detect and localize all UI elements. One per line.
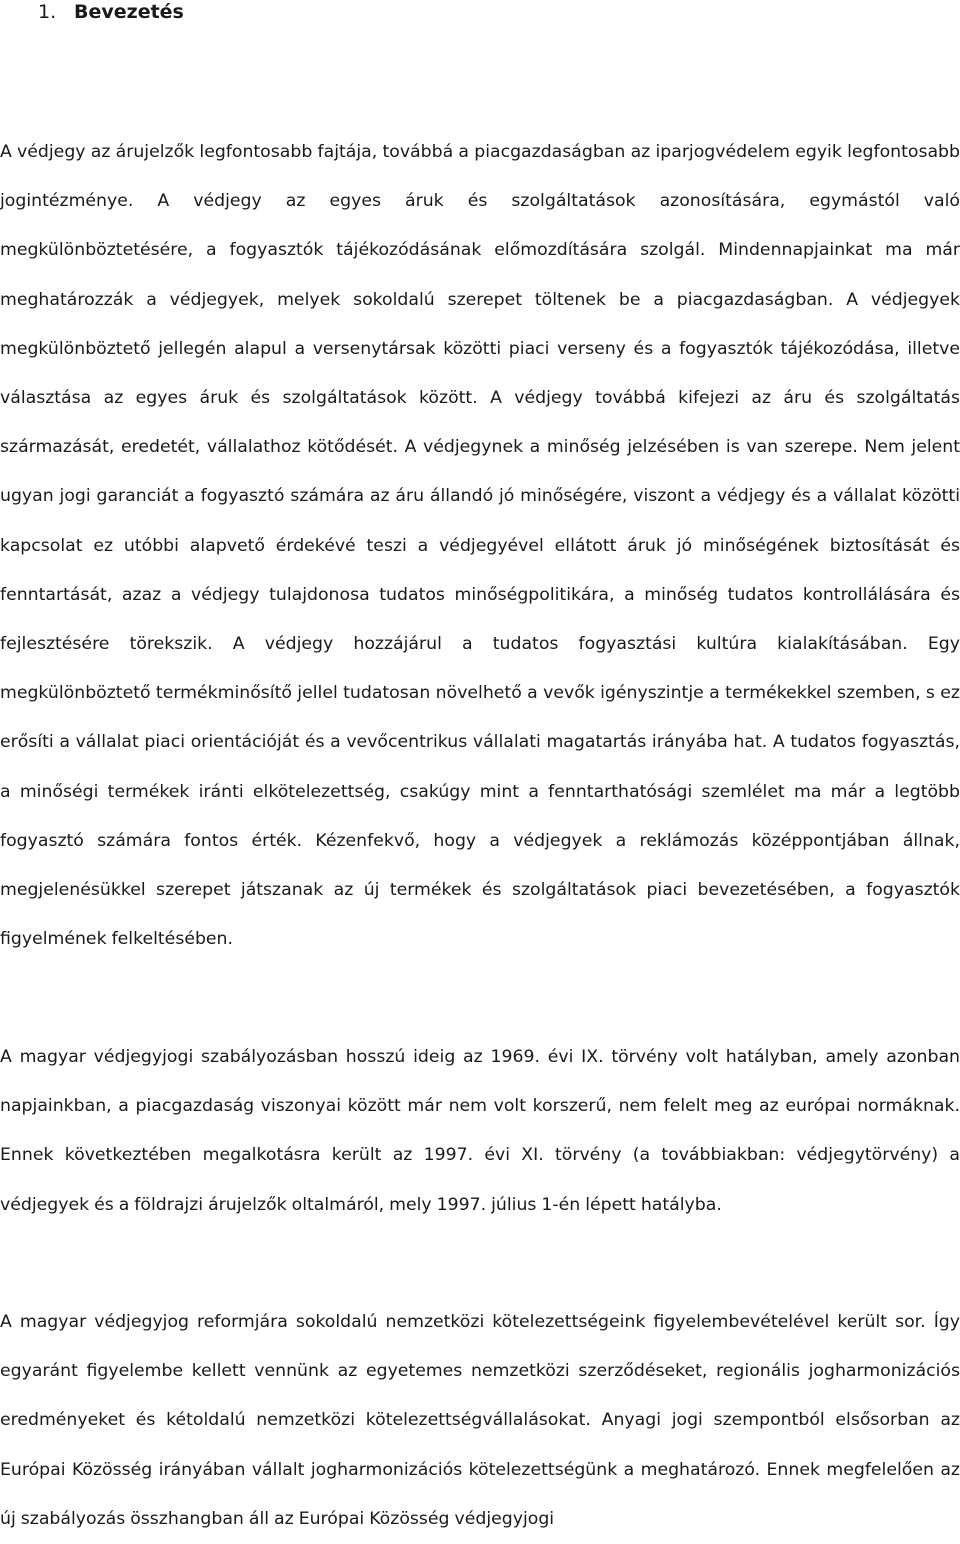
paragraph-intro: A védjegy az árujelzők legfontosabb fajtája, továbbá a piacgazdaságban az iparjogvédelem egyik legfontosabb jogintézménye. A védjegy az egyes áruk és szolgáltatások azonosítására, egymástól való megkülönböztetésére, a fogyasztók tájékozódásának előmozdítására szolgál. Mindennapjainkat ma már meghatározzák a védjegyek, melyek sokoldalú szerepet töltenek be a piacgazdaságban. A védjegyek megkülönböztető jellegén alapul a versenytársak közötti piaci verseny és a fogyasztók tájékozódása, illetve választása az egyes áruk és szolgáltatások között. A védjegy továbbá kifejezi az áru és szolgáltatás származását, eredetét, vállalathoz kötődését. A védjegynek a minőség jelzésében is van szerepe. Nem jelent ugyan jogi garanciát a fogyasztó számára az áru állandó jó minőségére, viszont a védjegy és a vállalat közötti kapcsolat ez utóbbi alapvető érdekévé teszi a védjegyével ellátott áruk jó minőségének biztosítását és fenntartását, azaz a védjegy tulajdonosa tudatos minőségpolitikára, a minőség tudatos kontrollálására és fejlesztésére törekszik. A védjegy hozzájárul a tudatos fogyasztási kultúra kialakításában. Egy megkülönböztető termékminősítő jellel tudatosan növelhető a vevők igényszintje a termékekkel szemben, s ez erősíti a vállalat piaci orientációját és a vevőcentrikus vállalati magatartás irányába hat. A tudatos fogyasztás, a minőségi termékek iránti elkötelezettség, csakúgy mint a fenntarthatósági szemlélet ma már a legtöbb fogyasztó számára fontos érték. Kézenfekvő, hogy a védjegyek a reklámozás középpontjában állnak, megjelenésükkel szerepet játszanak az új termékek és szolgáltatások piaci bevezetésében, a fogyasztók figyelmének felkeltésében. (0, 142, 960, 950)
paragraph-legal-history: A magyar védjegyjogi szabályozásban hosszú ideig az 1969. évi IX. törvény volt hatályban, amely azonban napjainkban, a piacgazdaság viszonyai között már nem volt korszerű, nem felelt meg az európai normáknak. Ennek következtében megalkotásra került az 1997. évi XI. törvény (a továbbiakban: védjegytörvény) a védjegyek és a földrajzi árujelzők oltalmáról, mely 1997. július 1-én lépett hatályba. (0, 1047, 960, 1215)
section-title: Bevezetés (74, 1, 184, 23)
section-heading (38, 0, 184, 24)
paragraph-reform: A magyar védjegyjog reformjára sokoldalú nemzetközi kötelezettségeink figyelembevételével került sor. Így egyaránt figyelembe kellett vennünk az egyetemes nemzetközi szerződéseket, regionális jogharmonizációs eredményeket és kétoldalú nemzetközi kötelezettségvállalásokat. Anyagi jogi szempontból elsősorban az Európai Közösség irányában vállalt jogharmonizációs kötelezettségünk a meghatározó. Ennek megfelelően az új szabályozás összhangban áll az Európai Közösség védjegyjogi (0, 1312, 960, 1529)
section-number: 1. (38, 1, 57, 23)
